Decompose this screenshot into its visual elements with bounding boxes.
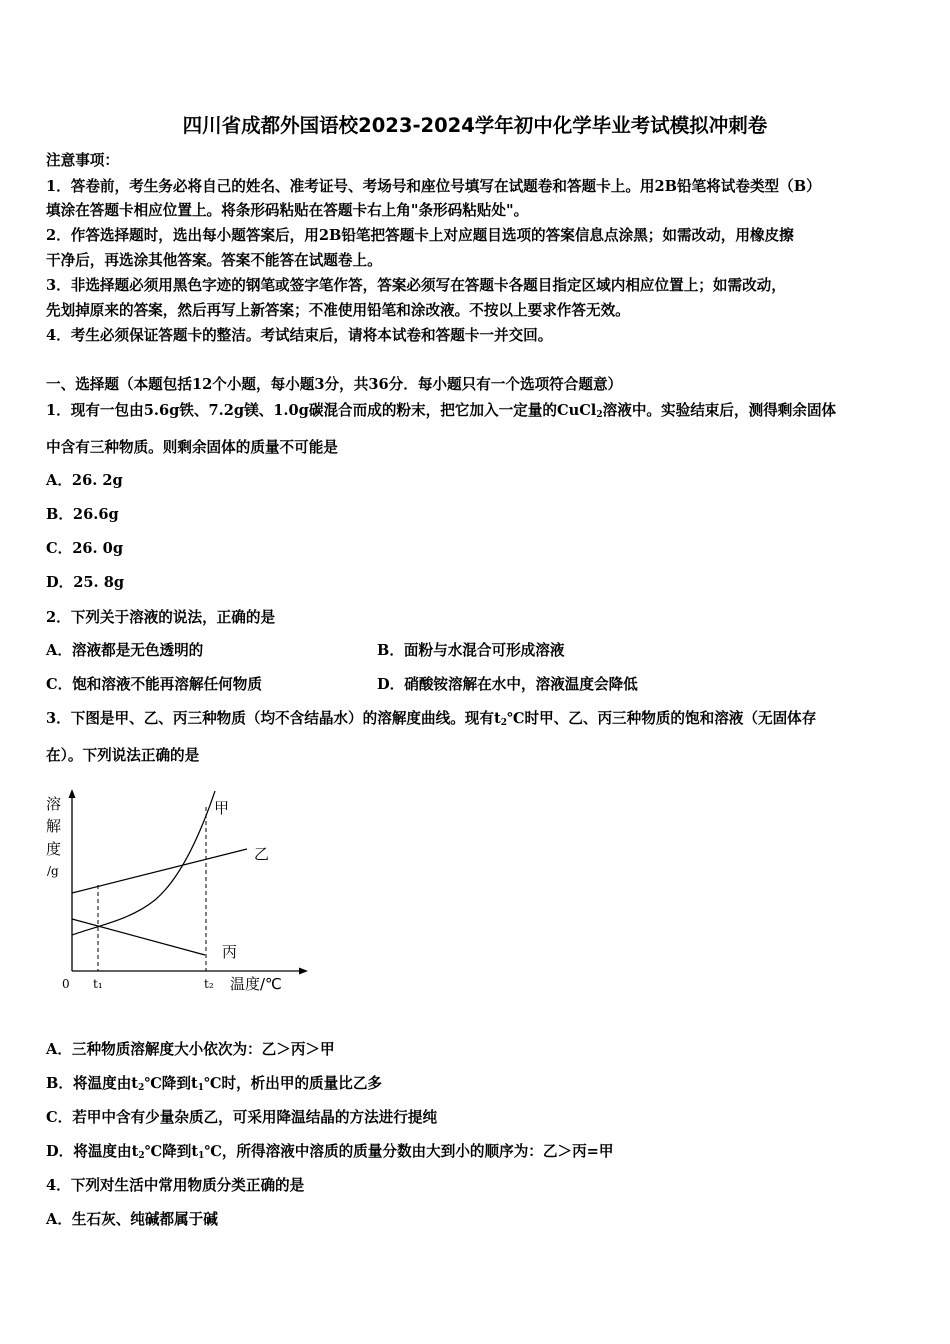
y-axis-arrow bbox=[69, 789, 76, 798]
x-label: 温度/℃ bbox=[230, 975, 282, 993]
section-1-heading: 一、选择题（本题包括12个小题，每小题3分，共36分．每小题只有一个选项符合题意） bbox=[46, 376, 623, 393]
q3-option-d bbox=[46, 1142, 613, 1166]
q3-b-part-b: ℃降到t bbox=[144, 1075, 198, 1092]
q3-d-sub-2: 1 bbox=[198, 1151, 205, 1161]
curve-bing bbox=[72, 919, 205, 955]
solubility-graph bbox=[40, 785, 340, 1005]
q3-d-part-a: D．将温度由t bbox=[46, 1143, 139, 1160]
q3-b-sub-1: 2 bbox=[138, 1083, 145, 1093]
q1-option-a: A．26. 2g bbox=[46, 472, 123, 489]
y-label-4: /g bbox=[47, 864, 59, 878]
x-axis-arrow bbox=[299, 968, 308, 975]
notice-line-4: 干净后，再选涂其他答案。答案不能答在试题卷上。 bbox=[46, 252, 382, 269]
q3-stem-line-2: 在）。下列说法正确的是 bbox=[46, 747, 200, 764]
q3-option-b bbox=[46, 1074, 382, 1098]
notice-line-3: 2．作答选择题时，选出每小题答案后，用2B铅笔把答题卡上对应题目选项的答案信息点涂黑；如需改动，用橡皮擦 bbox=[46, 227, 794, 244]
q3-option-c: C．若甲中含有少量杂质乙，可采用降温结晶的方法进行提纯 bbox=[46, 1109, 438, 1126]
q1-subscript: 2 bbox=[596, 410, 603, 420]
q1-stem-line-2: 中含有三种物质。则剩余固体的质量不可能是 bbox=[46, 439, 338, 456]
q2-stem: 2．下列关于溶液的说法，正确的是 bbox=[46, 609, 276, 626]
q4-stem: 4．下列对生活中常用物质分类正确的是 bbox=[46, 1177, 305, 1194]
page-title: 四川省成都外国语校2023-2024学年初中化学毕业考试模拟冲刺卷 bbox=[182, 114, 768, 137]
q3-b-part-a: B．将温度由t bbox=[46, 1075, 139, 1092]
y-label-3: 度 bbox=[46, 840, 62, 858]
q3-d-part-c: ℃，所得溶液中溶质的质量分数由大到小的顺序为：乙＞丙=甲 bbox=[204, 1143, 614, 1160]
label-yi: 乙 bbox=[254, 845, 270, 863]
notice-line-1: 1．答卷前，考生务必将自己的姓名、准考证号、考场号和座位号填写在试题卷和答题卡上。用2B铅笔将试卷类型（B） bbox=[46, 178, 821, 195]
q3-b-sub-2: 1 bbox=[197, 1083, 204, 1093]
q3-stem-part-a: 3．下图是甲、乙、丙三种物质（均不含结晶水）的溶解度曲线。现有t bbox=[46, 710, 501, 727]
q3-d-part-b: ℃降到t bbox=[144, 1143, 199, 1160]
q2-option-b: B．面粉与水混合可形成溶液 bbox=[377, 642, 565, 659]
notice-line-6: 先划掉原来的答案，然后再写上新答案；不准使用铅笔和涂改液。不按以上要求作答无效。 bbox=[46, 302, 630, 319]
q2-option-c: C．饱和溶液不能再溶解任何物质 bbox=[46, 676, 262, 693]
t2-label: t₂ bbox=[204, 977, 214, 991]
notice-line-5: 3．非选择题必须用黑色字迹的钢笔或签字笔作答，答案必须写在答题卡各题目指定区域内相应位置上；如需改动， bbox=[46, 277, 786, 294]
q3-d-sub-1: 2 bbox=[138, 1151, 145, 1161]
notice-line-2: 填涂在答题卡相应位置上。将条形码粘贴在答题卡右上角"条形码粘贴处"。 bbox=[46, 202, 529, 219]
origin-label: 0 bbox=[62, 977, 70, 991]
q3-b-part-c: ℃时，析出甲的质量比乙多 bbox=[204, 1075, 383, 1092]
q1-stem-part-a: 1．现有一包由5.6g铁、7.2g镁、1.0g碳混合而成的粉末，把它加入一定量的CuCl bbox=[46, 402, 597, 419]
q3-subscript: 2 bbox=[500, 718, 507, 728]
y-label-1: 溶 bbox=[46, 795, 62, 813]
notice-heading: 注意事项： bbox=[46, 152, 119, 169]
q2-option-a: A．溶液都是无色透明的 bbox=[46, 642, 204, 659]
q1-option-b: B．26.6g bbox=[46, 506, 119, 523]
q2-option-d: D．硝酸铵溶解在水中，溶液温度会降低 bbox=[377, 676, 638, 693]
q1-option-d: D．25. 8g bbox=[46, 574, 125, 591]
label-bing: 丙 bbox=[222, 943, 238, 961]
q1-stem-part-b: 溶液中。实验结束后，测得剩余固体 bbox=[602, 402, 837, 419]
notice-line-7: 4．考生必须保证答题卡的整洁。考试结束后，请将本试卷和答题卡一并交回。 bbox=[46, 327, 553, 344]
label-jia: 甲 bbox=[214, 799, 230, 817]
q1-option-c: C．26. 0g bbox=[46, 540, 124, 557]
q4-option-a: A．生石灰、纯碱都属于碱 bbox=[46, 1211, 218, 1228]
q3-stem-line-1 bbox=[46, 709, 816, 733]
q3-option-a: A．三种物质溶解度大小依次为：乙＞丙＞甲 bbox=[46, 1041, 335, 1058]
t1-label: t₁ bbox=[93, 977, 103, 991]
y-label-2: 解 bbox=[46, 817, 62, 835]
q3-stem-part-b: ℃时甲、乙、丙三种物质的饱和溶液（无固体存 bbox=[506, 710, 817, 727]
q1-stem-line-1 bbox=[46, 401, 836, 425]
